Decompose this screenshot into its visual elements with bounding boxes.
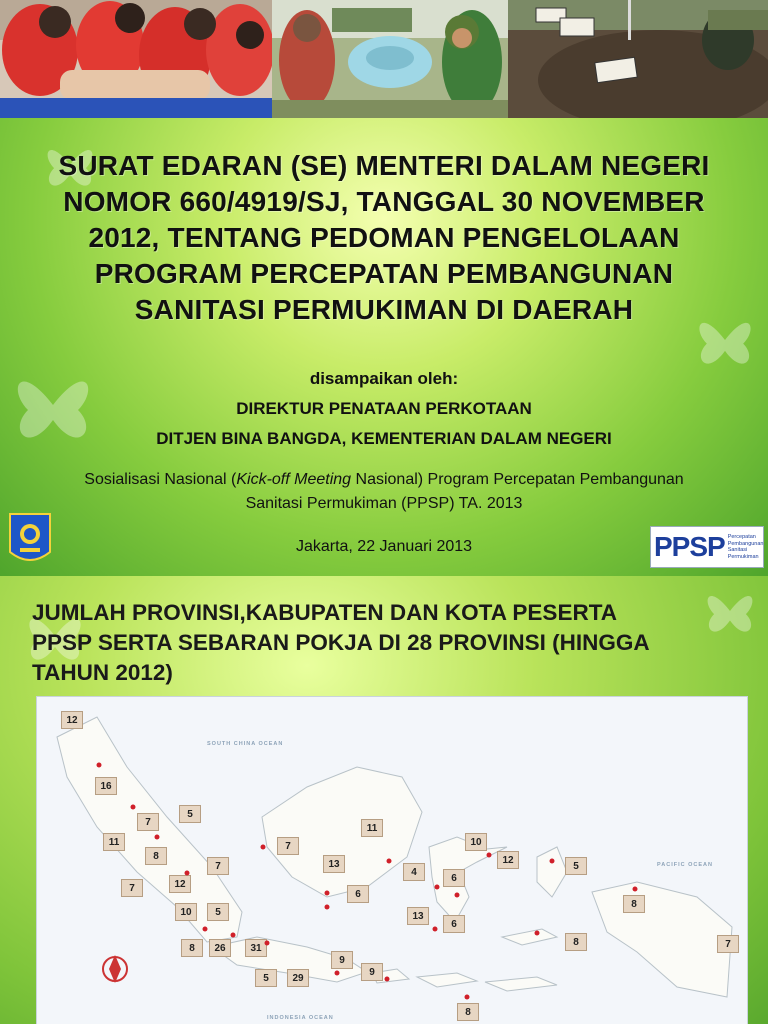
event-suffix: Nasional) Program Percepatan Pembangunan: [351, 471, 684, 488]
ocean-label-pacific: PACIFIC OCEAN: [657, 862, 713, 868]
province-count: 11: [361, 819, 383, 837]
title-line: SANITASI PERMUKIMAN DI DAERAH: [134, 294, 634, 325]
title-line: 2012, TENTANG PEDOMAN PENGELOLAAN: [88, 222, 680, 253]
province-count: 5: [255, 969, 277, 987]
province-count: 8: [565, 933, 587, 951]
province-count: 10: [465, 833, 487, 851]
photo-women-with-toilet: [272, 0, 508, 118]
title-line: TAHUN 2012): [32, 660, 173, 685]
province-count: 12: [497, 851, 519, 869]
province-count: 8: [181, 939, 203, 957]
photo-garden-signs: [508, 0, 768, 118]
province-count: 4: [403, 863, 425, 881]
province-count: 5: [565, 857, 587, 875]
ppsp-logo-subtitle: [725, 534, 764, 560]
photo-children-washing-hands: [0, 0, 272, 118]
slide-title: [20, 148, 748, 328]
ppsp-sub-line: Sanitasi: [727, 547, 748, 553]
province-count: 7: [137, 813, 159, 831]
title-line: JUMLAH PROVINSI,KABUPATEN DAN KOTA PESERTA: [32, 600, 618, 625]
province-count: 5: [179, 805, 201, 823]
province-count: 6: [443, 915, 465, 933]
province-count: 9: [361, 963, 383, 981]
map-slide: [0, 576, 768, 1024]
ppsp-sub-line: Percepatan: [727, 534, 756, 540]
province-count: 11: [103, 833, 125, 851]
province-count: 7: [277, 837, 299, 855]
presenter-block: [0, 364, 768, 454]
province-count: 26: [209, 939, 231, 957]
province-count: 12: [169, 875, 191, 893]
province-count: 5: [207, 903, 229, 921]
indonesia-map: [36, 696, 748, 1024]
event-line-2: Sanitasi Permukiman (PPSP) TA. 2013: [245, 495, 523, 512]
province-count: 7: [207, 857, 229, 875]
event-prefix: Sosialisasi Nasional (: [84, 471, 237, 488]
province-count: 7: [717, 935, 739, 953]
ppsp-sub-line: Pembangunan: [727, 540, 764, 547]
province-count: 13: [407, 907, 429, 925]
photo-banner: [0, 0, 768, 118]
title-line: PPSP SERTA SEBARAN POKJA DI 28 PROVINSI (HINGGA: [32, 630, 650, 655]
ministry-emblem-icon: [8, 512, 52, 568]
province-count: 6: [443, 869, 465, 887]
province-count: 31: [245, 939, 267, 957]
province-count: 9: [331, 951, 353, 969]
province-count: 8: [623, 895, 645, 913]
map-island-shapes: [37, 697, 747, 1024]
province-count: 13: [323, 855, 345, 873]
province-count: 29: [287, 969, 309, 987]
presenter-title: DIREKTUR PENATAAN PERKOTAAN: [236, 399, 532, 418]
event-date: Jakarta, 22 Januari 2013: [295, 538, 473, 555]
province-count: 7: [121, 879, 143, 897]
title-line: NOMOR 660/4919/SJ, TANGGAL 30 NOVEMBER: [63, 186, 705, 217]
province-count: 6: [347, 885, 369, 903]
event-description: [20, 468, 748, 516]
title-line: SURAT EDARAN (SE) MENTERI DALAM NEGERI: [58, 150, 710, 181]
presented-by-label: disampaikan oleh:: [309, 369, 459, 388]
province-count: 8: [145, 847, 167, 865]
slide-title: [32, 598, 752, 688]
ocean-label-indonesia: INDONESIA OCEAN: [267, 1015, 334, 1021]
province-count: 16: [95, 777, 117, 795]
ppsp-sub-line: Permukiman: [727, 553, 759, 560]
event-line-1: [20, 468, 748, 492]
presenter-organization: DITJEN BINA BANGDA, KEMENTERIAN DALAM NEGERI: [156, 429, 612, 448]
event-italic: Kick-off Meeting: [236, 471, 352, 488]
province-count: 10: [175, 903, 197, 921]
ppsp-logo-word: PPSP: [654, 531, 725, 562]
ocean-label-south-china: SOUTH CHINA OCEAN: [207, 741, 284, 747]
province-count: 8: [457, 1003, 479, 1021]
ppsp-logo: [650, 526, 764, 568]
province-count: 12: [61, 711, 83, 729]
title-line: PROGRAM PERCEPATAN PEMBANGUNAN: [94, 258, 674, 289]
